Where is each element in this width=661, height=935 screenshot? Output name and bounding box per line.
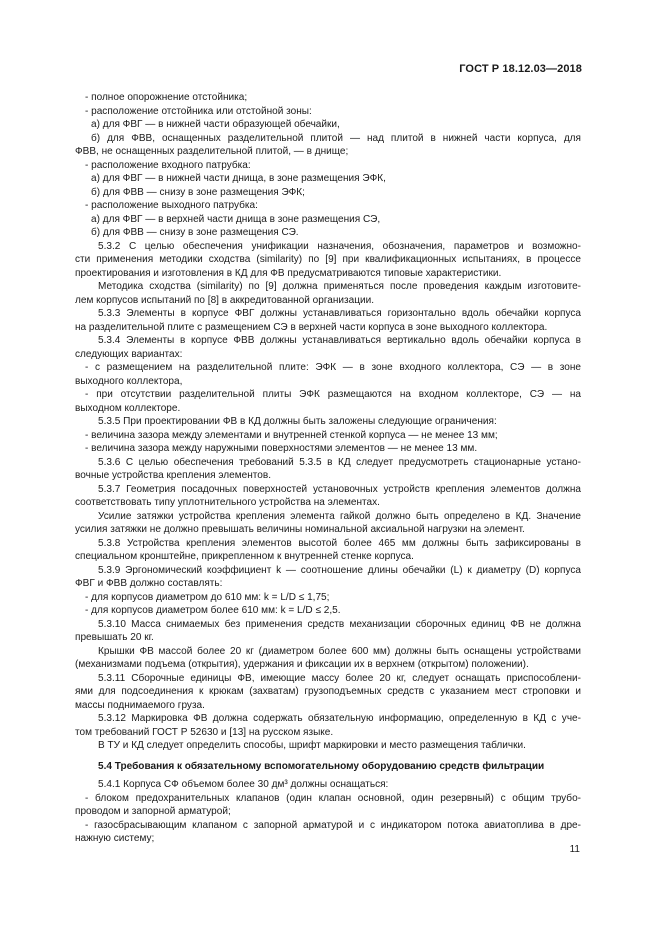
text-line: 5.3.3 Элементы в корпусе ФВГ должны устанавливаться горизонтально вдоль обечайки корпуса xyxy=(98,308,581,319)
text-line: выходного коллектора, xyxy=(75,375,183,387)
document-header: ГОСТ Р 18.12.03—2018 xyxy=(459,63,582,75)
text-line: усилия затяжки не должно превышать величины номинальной аксиальной нагрузки на элемент. xyxy=(75,524,525,535)
text-line: специальном кронштейне, прикрепленном к внутренней стенке корпуса. xyxy=(75,551,414,562)
text-line: - полное опорожнение отстойника; xyxy=(85,92,248,103)
text-line: выходном коллекторе. xyxy=(75,402,181,414)
text-line: (механизмами подъема (открытия), удержания и фиксации их в верхнем (открытом) положении). xyxy=(75,659,529,670)
text-line: на разделительной плите с размещением СЭ в верхней части корпуса в зоне выходного коллектора. xyxy=(75,321,548,333)
text-line: вочные устройства крепления элементов. xyxy=(75,470,271,481)
text-line: 5.4.1 Корпуса СФ объемом более 30 дм³ должны оснащаться: xyxy=(98,779,389,790)
text-line: массы поднимаемого груза. xyxy=(75,699,205,711)
text-line: проектирования и изготовления в КД для ФВ предусматриваются типовые характеристики. xyxy=(75,267,502,279)
text-line: - расположение выходного патрубка: xyxy=(85,200,258,211)
text-block-5-4 xyxy=(75,778,581,846)
section-heading-5-4: 5.4 Требования к обязательному вспомогательному оборудованию средств фильтрации xyxy=(98,760,545,772)
text-line: - с размещением на разделительной плите: ЭФК — в зоне входного коллектора, СЭ — в зоне xyxy=(85,362,581,373)
text-block-5-3 xyxy=(75,91,581,753)
text-line: 5.3.6 С целью обеспечения требований 5.3.5 в КД следует предусмотреть стационарные устано- xyxy=(98,456,581,468)
text-line: - расположение входного патрубка: xyxy=(85,159,251,171)
text-line: ФВВ, не оснащенных разделительной плитой, — в днище; xyxy=(75,146,349,157)
text-line: 5.3.7 Геометрия посадочных поверхностей установочных устройств крепления элементов должна xyxy=(98,483,581,495)
text-line: превышать 20 кг. xyxy=(75,632,154,643)
text-line: а) для ФВГ — в верхней части днища в зоне размещения СЭ, xyxy=(91,213,381,225)
text-line: 5.3.2 С целью обеспечения унификации назначения, обозначения, параметров и возможно- xyxy=(98,240,581,252)
text-line: - величина зазора между наружными поверхностями элементов — не менее 13 мм. xyxy=(85,443,478,454)
text-line: соответствовать типу уплотнительного устройства на элементах. xyxy=(75,497,380,508)
text-line: Методика сходства (similarity) по [9] должна применяться после проведения каждым изготовите- xyxy=(98,281,581,292)
text-line: - расположение отстойника или отстойной зоны: xyxy=(85,105,312,117)
document-body xyxy=(75,91,581,846)
text-line: - газосбрасывающим клапаном с запорной арматурой и с индикатором потока авиатоплива в дре- xyxy=(85,819,581,831)
text-line: - для корпусов диаметром более 610 мм: k = L/D ≤ 2,5. xyxy=(85,605,341,616)
text-line: ями для подсоединения к крюкам (захватам) грузоподъемных средств с указанием мест строповки и xyxy=(75,686,581,697)
text-line: а) для ФВГ — в нижней части днища, в зоне размещения ЭФК, xyxy=(91,173,386,184)
text-line: 5.3.11 Сборочные единицы ФВ, имеющие массу более 20 кг, следует оснащать приспособлени- xyxy=(98,672,581,684)
text-line: 5.3.12 Маркировка ФВ должна содержать обязательную информацию, определенную в КД с уче- xyxy=(98,713,581,724)
text-line: следующих вариантах: xyxy=(75,348,183,360)
text-line: лем корпусов испытаний по [8] в аккредитованной организации. xyxy=(75,294,374,306)
text-line: том требований ГОСТ Р 52630 и [13] на русском языке. xyxy=(75,726,334,738)
text-line: - для корпусов диаметром до 610 мм: k = L/D ≤ 1,75; xyxy=(85,591,330,603)
text-line: 5.3.10 Масса снимаемых без применения средств механизации сборочных единиц ФВ не должна xyxy=(98,618,581,630)
text-line: проводом и запорной арматурой; xyxy=(75,806,231,817)
text-line: сти применения методики сходства (similarity) по [9] при квалификационных испытаниях, в процессе xyxy=(75,254,581,265)
text-line: нажную систему; xyxy=(75,833,155,844)
text-line: - величина зазора между элементами и внутренней стенкой корпуса — не менее 13 мм; xyxy=(85,429,498,441)
page-number: 11 xyxy=(569,844,580,855)
text-line: 5.3.5 При проектировании ФВ в КД должны быть заложены следующие ограничения: xyxy=(98,416,497,427)
text-line: б) для ФВВ — снизу в зоне размещения СЭ. xyxy=(91,227,299,238)
text-line: 5.3.9 Эргономический коэффициент k — соотношение длины обечайки (L) к диаметру (D) корпуса xyxy=(98,564,581,576)
text-line: 5.3.4 Элементы в корпусе ФВВ должны устанавливаться вертикально вдоль обечайки корпуса в xyxy=(98,335,581,346)
text-line: ФВГ и ФВВ должно составлять: xyxy=(75,578,223,589)
text-line: Крышки ФВ массой более 20 кг (диаметром более 600 мм) должны быть оснащены устройствами xyxy=(98,645,581,657)
text-line: - при отсутствии разделительной плиты ЭФК размещаются на входном коллекторе, СЭ — на xyxy=(85,389,581,400)
text-line: В ТУ и КД следует определить способы, шрифт маркировки и место размещения таблички. xyxy=(98,740,526,751)
text-line: - блоком предохранительных клапанов (один клапан основной, один резервный) с общим трубо- xyxy=(85,792,581,804)
text-line: а) для ФВГ — в нижней части образующей обечайки, xyxy=(91,119,340,130)
text-line: 5.3.8 Устройства крепления элементов высотой более 465 мм должны быть зафиксированы в xyxy=(98,537,581,549)
text-line: Усилие затяжки устройства крепления элемента гайкой должно быть определено в КД. Значение xyxy=(98,510,581,522)
text-line: б) для ФВВ, оснащенных разделительной плитой — над плитой в нижней части корпуса, для xyxy=(91,132,581,144)
text-line: б) для ФВВ — снизу в зоне размещения ЭФК; xyxy=(91,186,305,198)
